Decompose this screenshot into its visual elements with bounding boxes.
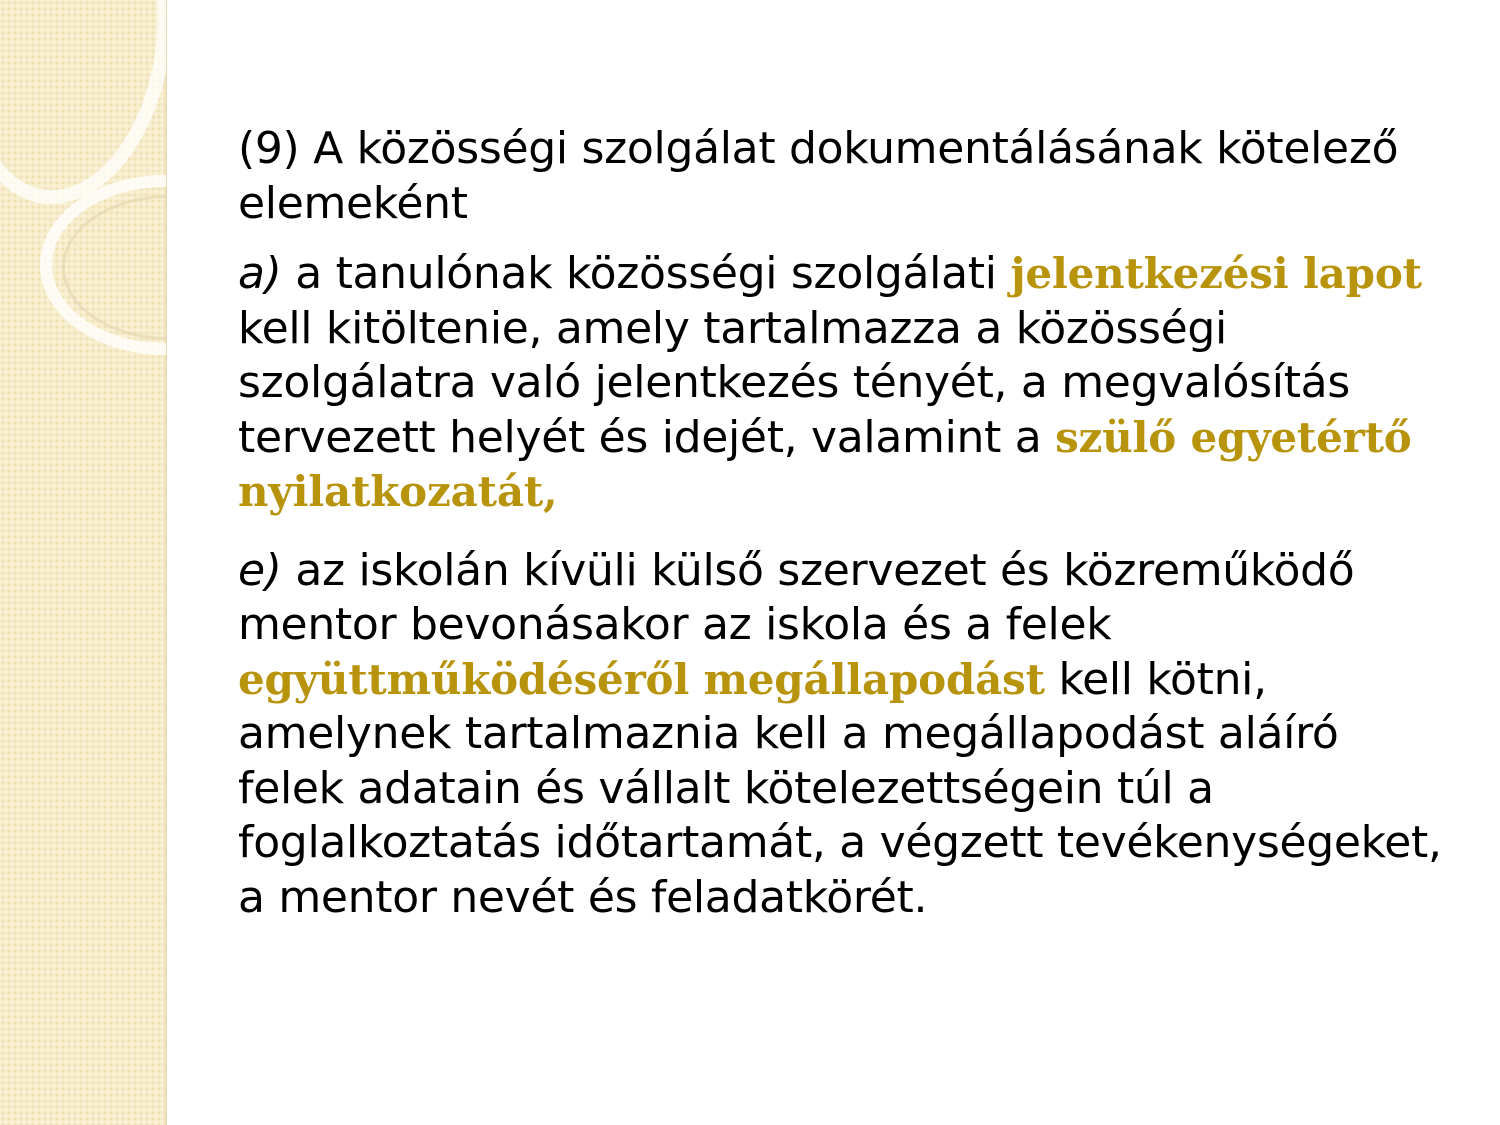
item-a-paragraph	[238, 247, 1448, 520]
decorative-rings	[0, 0, 166, 1125]
slide-body	[238, 122, 1448, 949]
item-a-marker: a)	[238, 248, 282, 299]
item-e-marker: e)	[238, 544, 282, 596]
item-e-text-2: kell kötni, amelynek tartalmaznia kell a megállapodást aláíró felek adatain és vállalt kötelezettségein túl a foglalkoztatás időtartamát, a végzett tevékenységeket, a mentor nevét és feladatkörét.	[238, 653, 1442, 923]
item-a-highlight-1: jelentkezési lapot	[1010, 249, 1422, 298]
item-a-highlight-2: szülő egyetértő nyilatkozatát,	[238, 412, 1412, 516]
intro-text: (9) A közösségi szolgálat dokumentálásának kötelező elemeként	[238, 123, 1399, 229]
item-a-text-2: kell kitöltenie, amely tartalmazza a közösségi szolgálatra való jelentkezés tényét, a megvalósítás tervezett helyét és idejét, valamint a	[238, 302, 1350, 463]
item-e-text-1: az iskolán kívüli külső szervezet és közreműködő mentor bevonásakor az iskola és a felek	[238, 544, 1355, 650]
item-e-highlight-1: együttműködéséről megállapodást	[238, 654, 1045, 704]
item-e-paragraph	[238, 544, 1448, 926]
item-a-text-1: a tanulónak közösségi szolgálati	[281, 248, 1011, 299]
intro-paragraph	[238, 122, 1448, 231]
